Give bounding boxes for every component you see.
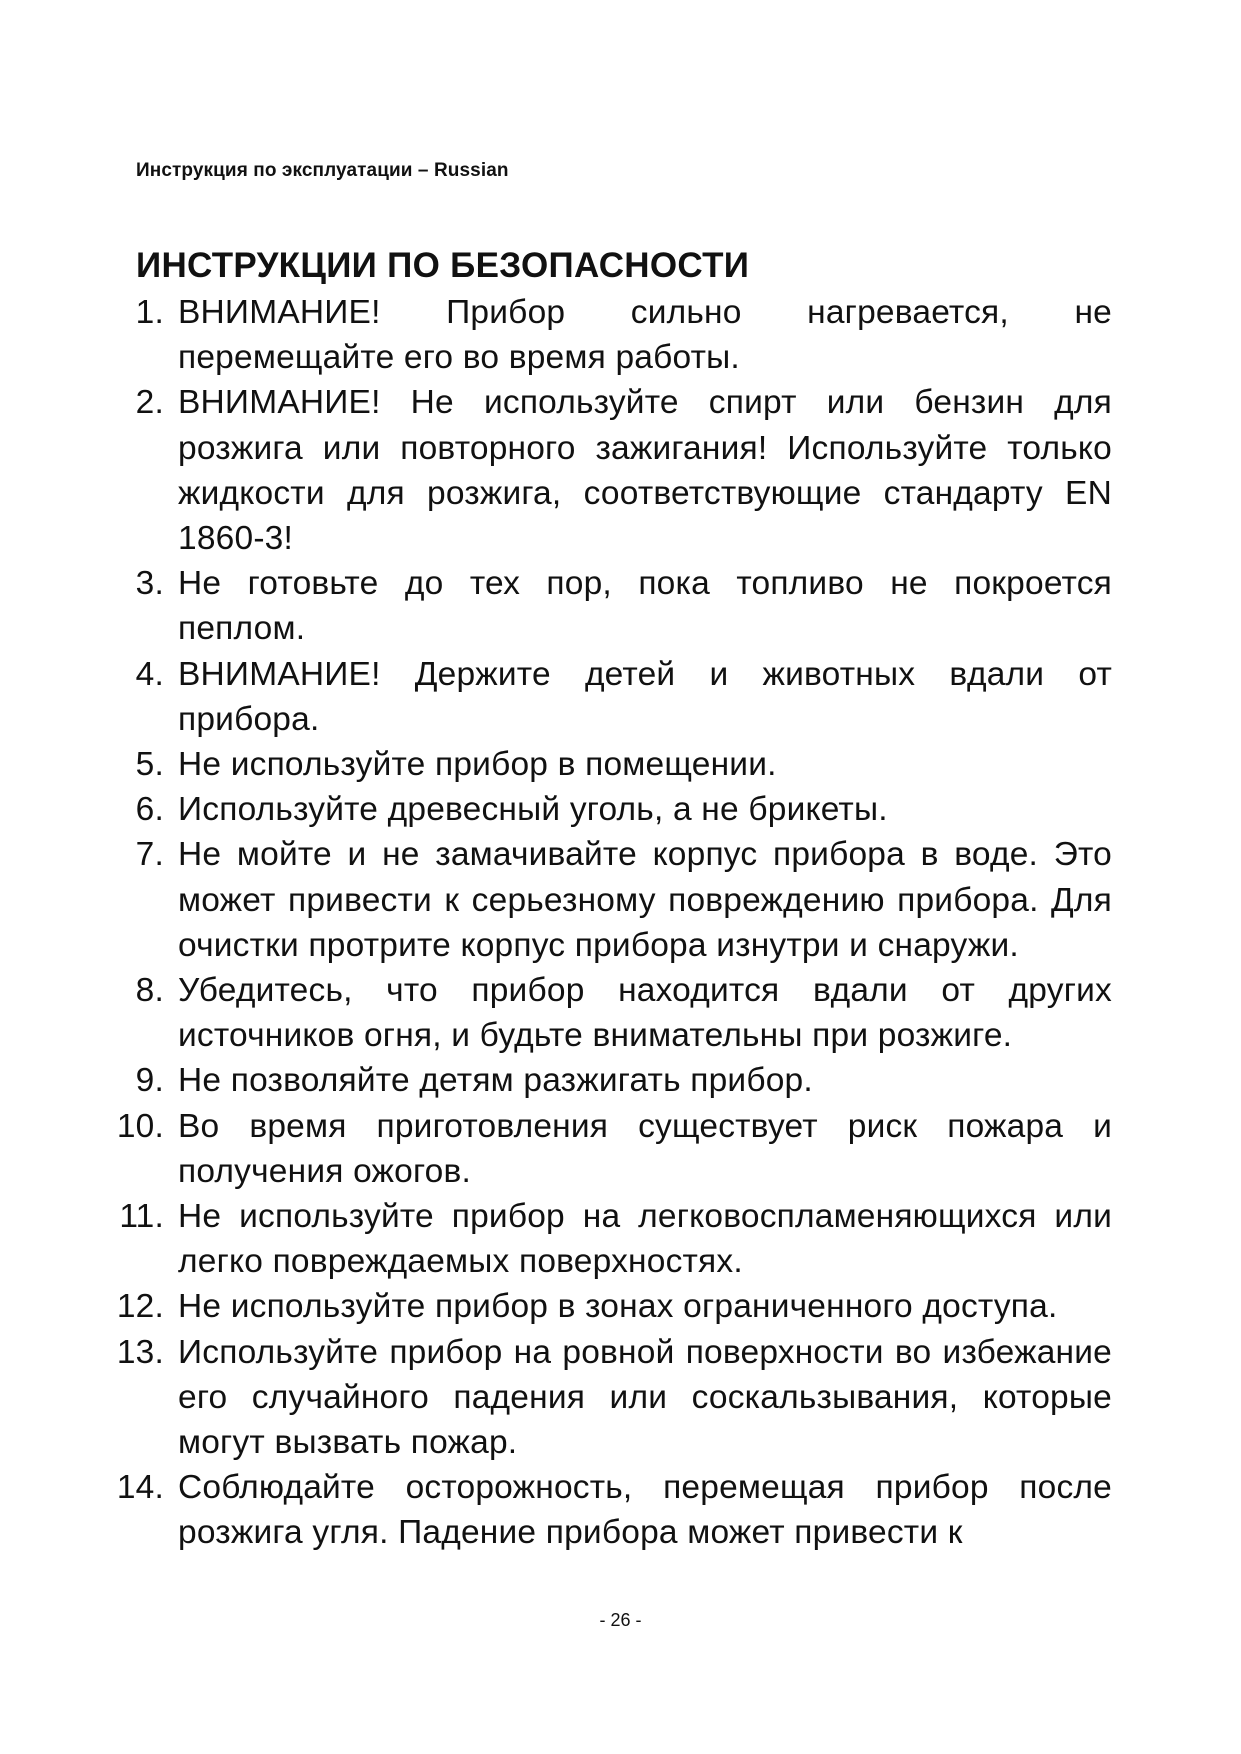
item-number: 11. bbox=[119, 1198, 164, 1236]
page-number: - 26 - bbox=[599, 1610, 642, 1630]
item-text: Не позволяйте детям разжигать прибор. bbox=[178, 1062, 813, 1100]
list-item bbox=[112, 652, 1112, 742]
item-text: Используйте прибор на ровной поверхности во избежание его случайного падения или соскальзывания, которые могут вызвать пожар. bbox=[178, 1333, 1112, 1462]
item-number: 7. bbox=[135, 836, 164, 874]
item-text: Используйте древесный уголь, а не брикеты. bbox=[178, 791, 888, 829]
list-item bbox=[112, 742, 1112, 787]
item-number: 5. bbox=[135, 746, 164, 784]
item-number: 12. bbox=[116, 1288, 164, 1326]
list-item bbox=[112, 290, 1112, 380]
item-number: 4. bbox=[135, 655, 164, 693]
section-title: ИНСТРУКЦИИ ПО БЕЗОПАСНОСТИ bbox=[136, 246, 750, 285]
item-text: Не используйте прибор в помещении. bbox=[178, 746, 777, 784]
item-number: 10. bbox=[116, 1107, 164, 1145]
item-text: Убедитесь, что прибор находится вдали от других источников огня, и будьте внимательны при розжиге. bbox=[178, 972, 1112, 1055]
item-number: 2. bbox=[135, 384, 164, 422]
item-text: ВНИМАНИЕ! Прибор сильно нагревается, не перемещайте его во время работы. bbox=[178, 294, 1112, 377]
list-item bbox=[112, 1465, 1112, 1555]
item-text: Соблюдайте осторожность, перемещая прибор после розжига угля. Падение прибора может привести к bbox=[178, 1469, 1112, 1552]
item-text: Не используйте прибор на легковоспламеняющихся или легко повреждаемых поверхностях. bbox=[178, 1198, 1112, 1281]
safety-instructions-list bbox=[112, 290, 1112, 1556]
item-text: Во время приготовления существует риск пожара и получения ожогов. bbox=[178, 1107, 1112, 1190]
item-number: 9. bbox=[135, 1062, 164, 1100]
item-text: Не используйте прибор в зонах ограниченного доступа. bbox=[178, 1288, 1058, 1326]
item-text: Не готовьте до тех пор, пока топливо не покроется пеплом. bbox=[178, 565, 1112, 648]
item-number: 6. bbox=[135, 791, 164, 829]
list-item bbox=[112, 561, 1112, 651]
list-item bbox=[112, 1330, 1112, 1466]
item-number: 1. bbox=[135, 294, 164, 331]
list-item bbox=[112, 832, 1112, 968]
page-header: Инструкция по эксплуатации – Russian bbox=[136, 160, 509, 181]
list-item bbox=[112, 1104, 1112, 1194]
list-item bbox=[112, 1284, 1112, 1329]
list-item bbox=[112, 1194, 1112, 1284]
item-number: 13. bbox=[116, 1333, 164, 1371]
item-text: ВНИМАНИЕ! Держите детей и животных вдали от прибора. bbox=[178, 655, 1112, 738]
list-item bbox=[112, 787, 1112, 832]
item-number: 14. bbox=[116, 1469, 164, 1507]
item-number: 8. bbox=[135, 972, 164, 1010]
item-number: 3. bbox=[135, 565, 164, 603]
list-item bbox=[112, 1058, 1112, 1103]
list-item bbox=[112, 380, 1112, 561]
item-text: ВНИМАНИЕ! Не используйте спирт или бензин для розжига или повторного зажигания! Используйте только жидкости для розжига, соответствующие стандарту EN 1860-3! bbox=[178, 384, 1112, 558]
item-text: Не мойте и не замачивайте корпус прибора в воде. Это может привести к серьезному повреждению прибора. Для очистки протрите корпус прибора изнутри и снаружи. bbox=[178, 836, 1112, 964]
list-item bbox=[112, 968, 1112, 1058]
